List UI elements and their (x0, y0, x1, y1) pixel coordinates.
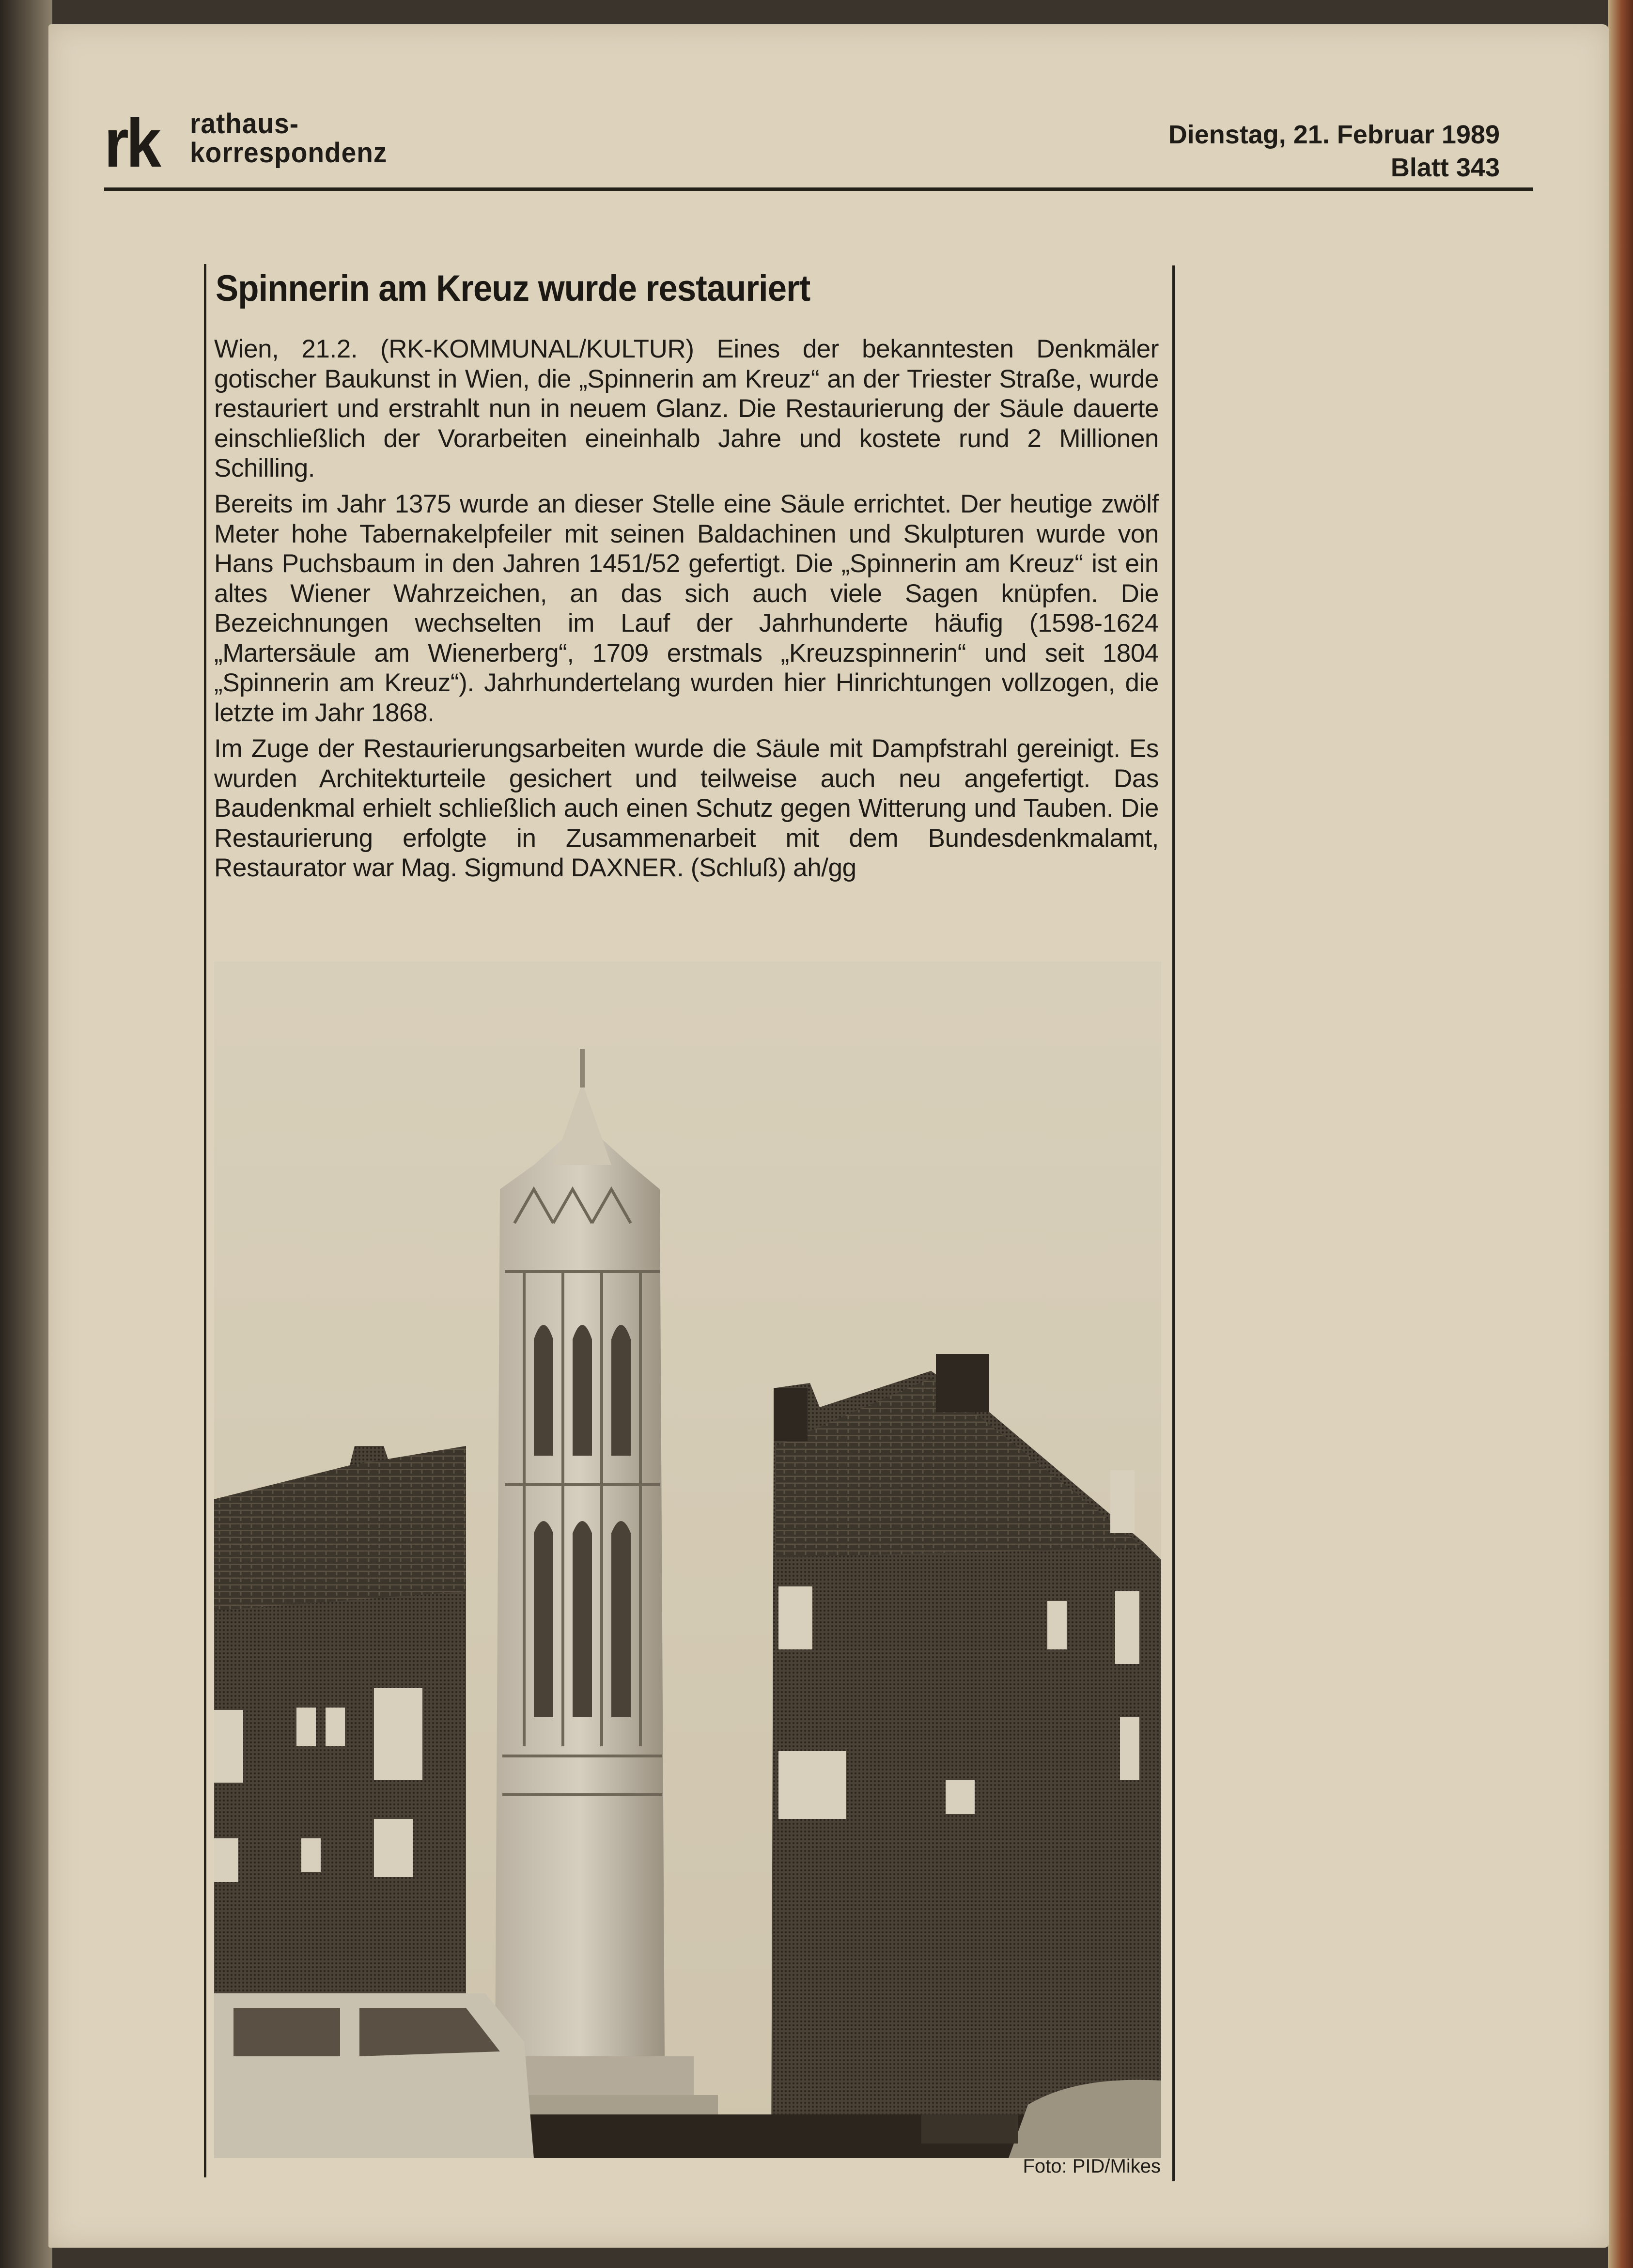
monument-photo (214, 962, 1161, 2158)
header-rule (104, 187, 1533, 191)
article-headline: Spinnerin am Kreuz wurde restauriert (216, 268, 810, 309)
logo-line-2: korrespondenz (190, 137, 388, 169)
logo-wordmark (190, 109, 387, 168)
column-rule-left (204, 264, 206, 2177)
issue-date: Dienstag, 21. Februar 1989 (1168, 120, 1500, 149)
photo-credit: Foto: PID/Mikes (1023, 2156, 1161, 2177)
article-paragraph: Wien, 21.2. (RK-KOMMUNAL/KULTUR) Eines der bekanntesten Denkmäler gotischer Baukunst in Wien, die „Spinnerin am Kreuz“ an der Triester Straße, wurde restauriert und erstrahlt nun in neuem Glanz. Die Restaurierung der Säule dauerte einschließlich der Vorarbeiten eineinhalb Jahre und kostete rund 2 Millionen Schilling. (214, 335, 1159, 482)
book-binding-edge (0, 0, 52, 2268)
article-paragraph: Bereits im Jahr 1375 wurde an dieser Stelle eine Säule errichtet. Der heutige zwölf Meter hohe Tabernakelpfeiler mit seinen Baldachinen und Skulpturen wurde von Hans Puchsbaum in den Jahren 1451/52 gefertigt. Die „Spinnerin am Kreuz“ ist ein altes Wiener Wahrzeichen, an das sich auch viele Sagen knüpfen. Die Bezeichnungen wechselten im Lauf der Jahrhunderte häufig (1598-1624 „Martersäule am Wienerberg“, 1709 erstmals „Kreuzspinnerin“ und seit 1804 „Spinnerin am Kreuz“). Jahrhundertelang wurden hier Hinrichtungen vollzogen, die letzte im Jahr 1868. (214, 490, 1159, 727)
sheet-number: Blatt 343 (1390, 153, 1500, 182)
page-edge-right (1608, 0, 1633, 2268)
logo-line-1: rathaus- (190, 108, 299, 140)
article-paragraph: Im Zuge der Restaurierungsarbeiten wurde die Säule mit Dampfstrahl gereinigt. Es wurden Architekturteile gesichert und teilweise auch neu angefertigt. Das Baudenkmal erhielt schließlich auch einen Schutz gegen Witterung und Tauben. Die Restaurierung erfolgte in Zusammenarbeit mit dem Bundesdenkmalamt, Restaurator war Mag. Sigmund DAXNER. (Schluß) ah/gg (214, 734, 1159, 882)
column-rule-right (1172, 265, 1175, 2181)
header-meta (1168, 118, 1500, 184)
logo-mark: rk (104, 105, 159, 182)
